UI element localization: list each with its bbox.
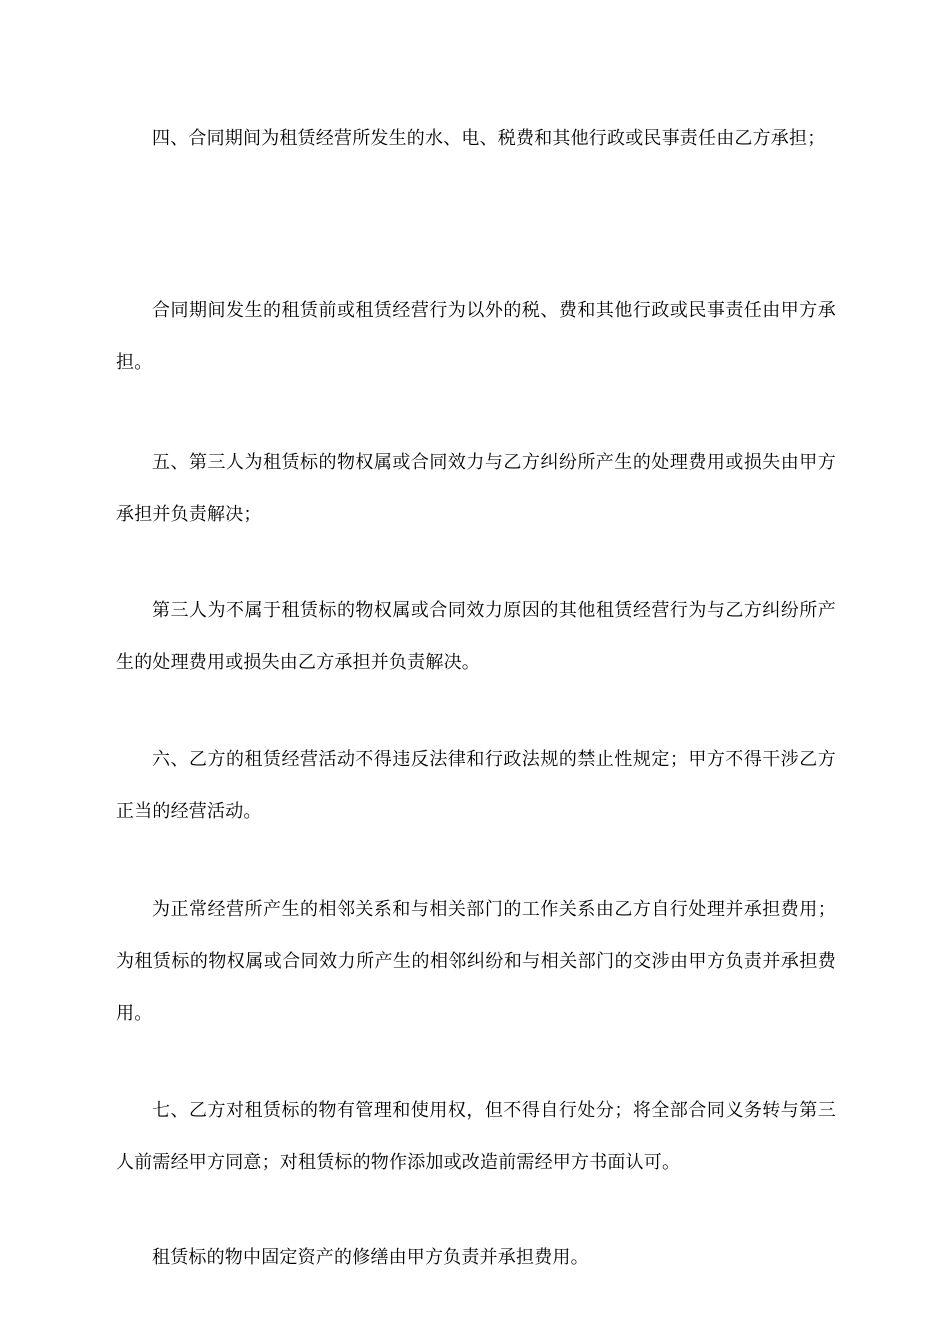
paragraph-clause-6: 六、乙方的租赁经营活动不得违反法律和行政法规的禁止性规定；甲方不得干涉乙方正当的经营活动。 bbox=[116, 749, 836, 822]
paragraph-clause-4: 四、合同期间为租赁经营所发生的水、电、税费和其他行政或民事责任由乙方承担； bbox=[152, 128, 826, 149]
paragraph-clause-7: 七、乙方对租赁标的物有管理和使用权，但不得自行处分；将全部合同义务转与第三人前需经甲方同意；对租赁标的物作添加或改造前需经甲方书面认可。 bbox=[116, 1100, 836, 1173]
paragraph-clause-5-party-b: 第三人为不属于租赁标的物权属或合同效力原因的其他租赁经营行为与乙方纠纷所产生的处理费用或损失由乙方承担并负责解决。 bbox=[116, 600, 836, 673]
paragraph-clause-5: 五、第三人为租赁标的物权属或合同效力与乙方纠纷所产生的处理费用或损失由甲方承担并负责解决； bbox=[116, 452, 836, 525]
paragraph-clause-6-relations: 为正常经营所产生的相邻关系和与相关部门的工作关系由乙方自行处理并承担费用；为租赁标的物权属或合同效力所产生的相邻纠纷和与相关部门的交涉由甲方负责并承担费用。 bbox=[116, 899, 836, 1024]
paragraph-clause-7-repairs: 租赁标的物中固定资产的修缮由甲方负责并承担费用。 bbox=[152, 1247, 589, 1268]
paragraph-clause-4-party-a: 合同期间发生的租赁前或租赁经营行为以外的税、费和其他行政或民事责任由甲方承担。 bbox=[116, 300, 836, 373]
